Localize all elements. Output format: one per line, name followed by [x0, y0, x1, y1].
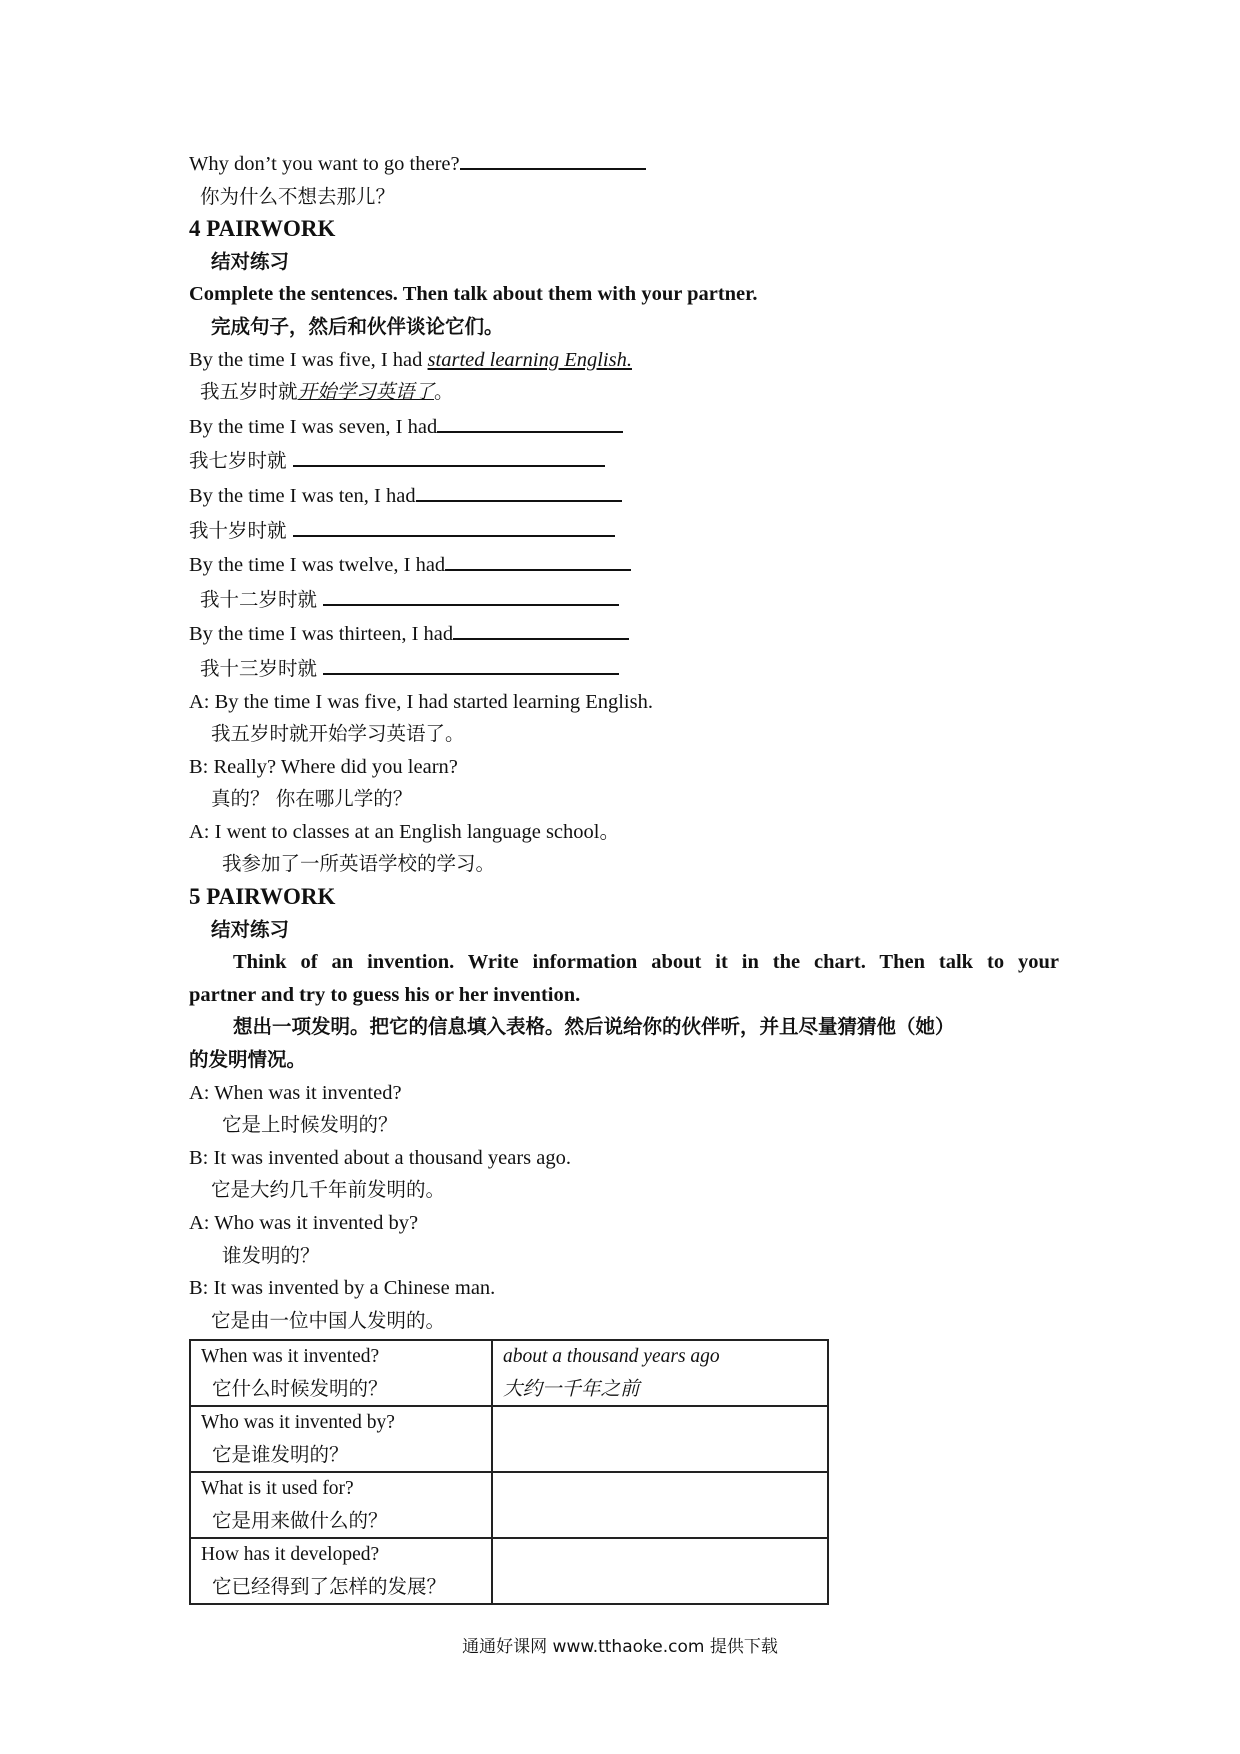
- worksheet-page: [189, 146, 1059, 1605]
- sentence-thirteen: By the time I was thirteen, I had: [189, 616, 1059, 651]
- dialog-line-zh: 谁发明的？: [222, 1243, 320, 1267]
- answer-blank[interactable]: [293, 513, 615, 537]
- example-answer-zh: 开始学习英语了: [297, 380, 435, 404]
- answer-blank[interactable]: [437, 409, 623, 433]
- sentence-ten: By the time I was ten, I had: [189, 478, 1059, 513]
- dialog-line-zh: 它是由一位中国人发明的。: [211, 1308, 446, 1332]
- dialog-line: A: By the time I was five, I had started learning English.: [189, 690, 653, 713]
- sentence-seven: By the time I was seven, I had: [189, 409, 1059, 444]
- page-footer: 通通好课网 www.tthaoke.com 提供下载: [462, 1637, 778, 1657]
- section5-instruction-zh-line1: 想出一项发明。把它的信息填入表格。然后说给你的伙伴听，并且尽量猜猜他（她）: [233, 1015, 955, 1039]
- invention-chart: [189, 1339, 829, 1605]
- sentence-thirteen-zh: 我十三岁时就: [189, 651, 1059, 686]
- chart-question-cell: What is it used for? 它是用来做什么的？: [190, 1472, 492, 1538]
- section5-heading-zh: 结对练习: [211, 917, 290, 941]
- top-question-zh: 你为什么不想去那儿？: [200, 184, 396, 208]
- answer-blank[interactable]: [416, 478, 622, 502]
- answer-blank[interactable]: [323, 582, 619, 606]
- chart-answer-cell[interactable]: [492, 1538, 828, 1604]
- dialog-line-zh: 我五岁时就开始学习英语了。: [211, 722, 465, 746]
- chart-row: [190, 1472, 828, 1538]
- top-question-en: Why don’t you want to go there?: [189, 153, 460, 175]
- dialog-line-zh: 真的？ 你在哪儿学的？: [211, 787, 413, 811]
- sentence-twelve: By the time I was twelve, I had: [189, 547, 1059, 582]
- chart-row: [190, 1340, 828, 1406]
- dialog-line-zh: 它是大约几千年前发明的。: [211, 1178, 446, 1202]
- sentence-ten-zh: 我十岁时就: [189, 513, 1059, 548]
- section4-instruction: Complete the sentences. Then talk about them with your partner.: [189, 283, 758, 306]
- top-question: [189, 146, 1059, 181]
- section4-instruction-zh: 完成句子，然后和伙伴谈论它们。: [211, 314, 504, 338]
- section5-heading: 5 PAIRWORK: [189, 884, 336, 910]
- chart-question-cell: How has it developed? 它已经得到了怎样的发展？: [190, 1538, 492, 1604]
- dialog-line-zh: 它是上时候发明的？: [222, 1113, 398, 1137]
- answer-blank[interactable]: [323, 651, 619, 675]
- chart-question-cell: Who was it invented by? 它是谁发明的？: [190, 1406, 492, 1472]
- chart-row: [190, 1538, 828, 1604]
- sentence-seven-zh: 我七岁时就: [189, 443, 1059, 478]
- dialog-line-zh: 我参加了一所英语学校的学习。: [222, 852, 496, 876]
- section5-instruction-line2: partner and try to guess his or her invention.: [189, 983, 581, 1006]
- example-sentence: By the time I was five, I had started learning English.: [189, 348, 632, 371]
- example-sentence-zh: 我五岁时就开始学习英语了。: [200, 380, 454, 404]
- section5-instruction-zh-line2: 的发明情况。: [189, 1048, 307, 1072]
- dialog-line: B: It was invented by a Chinese man.: [189, 1277, 496, 1300]
- answer-blank[interactable]: [460, 146, 646, 170]
- chart-answer-cell[interactable]: [492, 1406, 828, 1472]
- answer-blank[interactable]: [445, 547, 631, 571]
- chart-row: [190, 1406, 828, 1472]
- sentence-twelve-zh: 我十二岁时就: [189, 582, 1059, 617]
- example-answer: started learning English.: [427, 348, 632, 371]
- dialog-line: A: Who was it invented by?: [189, 1212, 419, 1234]
- chart-answer-cell[interactable]: [492, 1472, 828, 1538]
- dialog-line: A: I went to classes at an English language school。: [189, 820, 620, 843]
- dialog-line: A: When was it invented?: [189, 1081, 402, 1104]
- chart-answer-cell[interactable]: about a thousand years ago 大约一千年之前: [492, 1340, 828, 1406]
- section4-heading: 4 PAIRWORK: [189, 216, 336, 242]
- chart-question-cell: When was it invented? 它什么时候发明的？: [190, 1340, 492, 1406]
- dialog-line: B: It was invented about a thousand years ago.: [189, 1146, 572, 1169]
- answer-blank[interactable]: [293, 443, 605, 467]
- section4-heading-zh: 结对练习: [211, 249, 290, 273]
- answer-blank[interactable]: [453, 616, 629, 640]
- dialog-line: B: Really? Where did you learn?: [189, 755, 458, 778]
- section5-instruction-line1: Think of an invention. Write information about it in the chart. Then talk to your: [233, 951, 1059, 974]
